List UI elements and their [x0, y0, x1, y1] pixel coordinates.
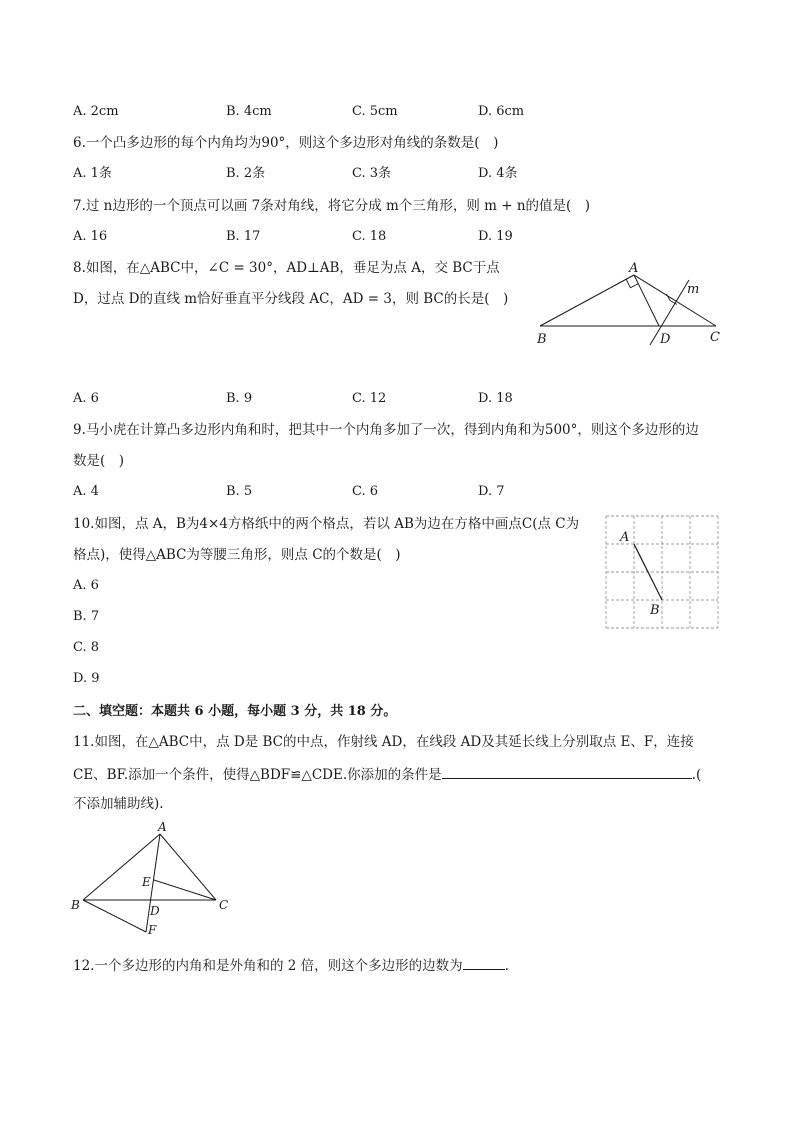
q5-option-b[interactable]: B. 4cm	[226, 104, 272, 119]
q10-text-line2: 格点)，使得△ABC为等腰三角形，则点 C的个数是( )	[73, 547, 401, 563]
q6-option-d[interactable]: D. 4条	[478, 166, 518, 181]
q8-option-d[interactable]: D. 18	[478, 391, 513, 406]
q11-segment-bf	[83, 900, 146, 932]
q11-answer-blank[interactable]	[442, 764, 692, 779]
q9-options	[73, 483, 713, 501]
q8-label-d: D	[660, 332, 671, 347]
q5-option-a[interactable]: A. 2cm	[73, 104, 119, 119]
q8-segment-ba	[540, 275, 634, 326]
q8-label-m: m	[687, 282, 700, 297]
q10-grid-figure	[600, 510, 726, 636]
q6-option-a[interactable]: A. 1条	[73, 166, 112, 181]
q8-option-b[interactable]: B. 9	[226, 391, 253, 406]
q12-answer-blank[interactable]	[463, 955, 505, 970]
q10-label-b: B	[650, 603, 660, 618]
q12-text-pre: 12.一个多边形的内角和是外角和的 2 倍，则这个多边形的边数为	[73, 958, 463, 974]
q11-label-b: B	[71, 898, 80, 912]
q11-text-line3: 不添加辅助线).	[73, 796, 164, 812]
q11-segment-ce	[154, 880, 216, 900]
q10-option-d[interactable]: D. 9	[73, 671, 100, 686]
q11-text-line2-pre: CE、BF.添加一个条件，使得△BDF≌△CDE.你添加的条件是	[73, 767, 442, 783]
q11-text-line2-post: .(	[691, 767, 702, 783]
q10-text-line1: 10.如图，点 A，B为4×4方格纸中的两个格点，若以 AB为边在方格中画点C(点 C为	[73, 516, 580, 532]
q10-option-c[interactable]: C. 8	[73, 640, 100, 655]
q9-option-d[interactable]: D. 7	[478, 484, 505, 499]
q9-option-a[interactable]: A. 4	[73, 484, 99, 499]
q7-option-b[interactable]: B. 17	[226, 229, 261, 244]
q8-text-line2: D，过点 D的直线 m恰好垂直平分线段 AC，AD = 3，则 BC的长是( )	[73, 291, 509, 307]
q9-text-line1: 9.马小虎在计算凸多边形内角和时，把其中一个内角多加了一次，得到内角和为500°，则这个多边形的边	[73, 422, 699, 438]
q7-option-a[interactable]: A. 16	[73, 229, 108, 244]
q10-option-a[interactable]: A. 6	[73, 578, 99, 593]
q7-option-d[interactable]: D. 19	[478, 229, 513, 244]
section2-heading: 二、填空题：本题共 6 小题，每小题 3 分，共 18 分。	[73, 704, 397, 719]
q8-options	[73, 390, 713, 408]
q9-text-line2: 数是( )	[73, 453, 125, 469]
q6-option-c[interactable]: C. 3条	[352, 166, 392, 181]
q5-option-c[interactable]: C. 5cm	[352, 104, 398, 119]
q6-option-b[interactable]: B. 2条	[226, 166, 266, 181]
q8-label-c: C	[710, 330, 720, 345]
q11-segment-ac	[160, 834, 216, 900]
q6-options	[73, 165, 713, 183]
q11-label-f: F	[148, 923, 157, 937]
q11-text-line2	[73, 764, 701, 784]
q12-text-post: .	[504, 958, 509, 974]
q8-label-a: A	[629, 261, 639, 276]
q8-label-b: B	[537, 332, 547, 347]
q9-option-c[interactable]: C. 6	[352, 484, 379, 499]
q5-option-d[interactable]: D. 6cm	[478, 104, 525, 119]
q12-text	[73, 955, 509, 975]
q11-label-d: D	[150, 904, 160, 918]
q11-segment-ab	[83, 834, 160, 900]
q11-figure	[66, 820, 236, 938]
q11-label-a: A	[158, 820, 167, 834]
q9-option-b[interactable]: B. 5	[226, 484, 253, 499]
q8-option-a[interactable]: A. 6	[73, 391, 99, 406]
q10-option-b[interactable]: B. 7	[73, 609, 100, 624]
q8-text-line1: 8.如图，在△ABC中，∠C = 30°，AD⊥AB，垂足为点 A，交 BC于点	[73, 260, 500, 276]
q6-text: 6.一个凸多边形的每个内角均为90°，则这个多边形对角线的条数是( )	[73, 135, 499, 151]
q7-options	[73, 228, 713, 246]
q8-option-c[interactable]: C. 12	[352, 391, 387, 406]
q5-options	[73, 103, 713, 121]
q7-text: 7.过 n边形的一个顶点可以画 7条对角线，将它分成 m个三角形，则 m + n的值是( )	[73, 198, 591, 214]
q11-text-line1: 11.如图，在△ABC中，点 D是 BC的中点，作射线 AD，在线段 AD及其延长线上分别取点 E、F，连接	[73, 734, 694, 750]
q11-label-e: E	[142, 875, 151, 889]
q11-label-c: C	[219, 898, 229, 912]
q7-option-c[interactable]: C. 18	[352, 229, 387, 244]
q8-figure	[530, 258, 730, 350]
q10-label-a: A	[620, 530, 630, 545]
